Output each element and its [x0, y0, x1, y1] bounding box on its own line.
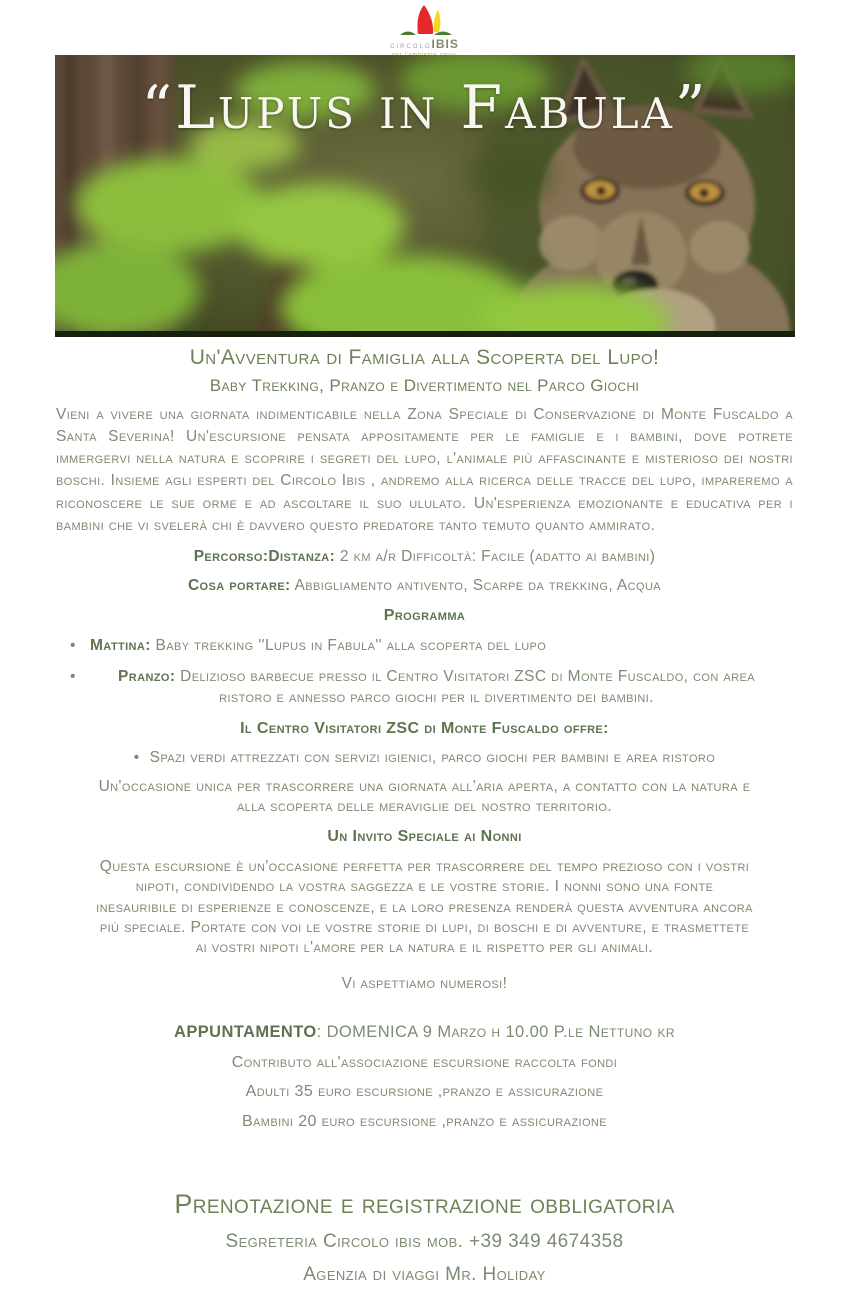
- bullet-icon: •: [70, 668, 76, 686]
- logo-text-circolo: circolo: [390, 40, 432, 50]
- spazi-text: Spazi verdi attrezzati con servizi igienici, parco giochi per bambini e area ristoro: [149, 748, 716, 766]
- bullet-icon: •: [70, 637, 76, 655]
- contributo-line: Contributo all'associazione escursione raccolta fondi: [231, 1053, 618, 1071]
- percorso-line: [96, 547, 753, 567]
- segreteria-phone-line: Segreteria Circolo ibis mob. +39 349 4674358: [225, 1230, 624, 1252]
- flyer-body: [0, 340, 849, 1297]
- pranzo-label: Pranzo:: [118, 668, 176, 686]
- programma-title: Programma: [383, 607, 466, 625]
- circolo-ibis-logo-icon: [390, 4, 460, 38]
- cosa-portare-line: [96, 576, 753, 596]
- list-item-mattina: [56, 636, 793, 657]
- percorso-label: Percorso:Distanza:: [193, 547, 336, 565]
- occasione-paragraph: Un'occasione unica per trascorrere una giornata all'aria aperta, a contatto con la natura e alla scoperta delle meraviglie del nostro territorio.: [98, 777, 751, 816]
- sub-heading: Baby Trekking, Pranzo e Divertimento nel Parco Giochi: [209, 376, 640, 395]
- adulti-price-line: Adulti 35 euro escursione ,pranzo e assicurazione: [245, 1083, 604, 1101]
- appointment-line: [96, 1022, 753, 1043]
- logo: [0, 0, 849, 58]
- closing-line: Vi aspettiamo numerosi!: [341, 974, 508, 992]
- percorso-value: 2 km a/r Difficoltà: Facile (adatto ai bambini): [335, 547, 656, 565]
- intro-paragraph: Vieni a vivere una giornata indimenticabile nella Zona Speciale di Conservazione di Monte Fuscaldo a Santa Severina! Un'escursione pensata appositamente per le famiglie e i bambini, dove potrete immergervi nella natura e scoprire i segreti del lupo, l'animale più affascinante e misterioso dei nostri boschi. Insieme agli esperti del Circolo Ibis , andremo alla ricerca delle tracce del lupo, impareremo a riconoscere le sue orme e ad ascoltare il suo ululato. Un'esperienza emozionante e educativa per i bambini che vi svelerà chi è davvero questo predatore tanto temuto quanto ammirato.: [56, 406, 793, 534]
- centro-title: Il Centro Visitatori ZSC di Monte Fuscaldo offre:: [240, 719, 609, 737]
- cosa-portare-value: Abbigliamento antivento, Scarpe da trekking, Acqua: [290, 577, 662, 595]
- mattina-text: Baby trekking ''Lupus in Fabula'' alla scoperta del lupo: [150, 637, 547, 655]
- logo-text-ibis: IBIS: [431, 37, 459, 51]
- bullet-icon: •: [133, 748, 140, 766]
- main-heading: Un'Avventura di Famiglia alla Scoperta del Lupo!: [189, 346, 660, 369]
- hero-title: “Lupus in Fabula”: [141, 73, 709, 143]
- booking-heading: Prenotazione e registrazione obbligatoria: [174, 1188, 675, 1219]
- programma-list: [56, 636, 793, 709]
- agenzia-line: Agenzia di viaggi Mr. Holiday: [303, 1263, 546, 1285]
- list-item-pranzo: [56, 667, 793, 709]
- bambini-price-line: Bambini 20 euro escursione ,pranzo e assicurazione: [241, 1113, 608, 1131]
- logo-wordmark: [0, 36, 849, 52]
- footer: [56, 1189, 793, 1286]
- nonni-title: Un Invito Speciale ai Nonni: [327, 828, 522, 846]
- cosa-portare-label: Cosa portare:: [187, 577, 291, 595]
- list-item-spazi: [56, 749, 793, 767]
- mattina-label: Mattina:: [90, 637, 151, 655]
- appointment-label: APPUNTAMENTO: [174, 1023, 317, 1042]
- nonni-paragraph: Questa escursione è un'occasione perfetta per trascorrere del tempo prezioso con i vostri nipoti, condividendo la vostra saggezza e le vostre storie. I nonni sono una fonte inesauribile di esperienze e conoscenze, e la loro presenza renderà questa avventura ancora più speciale. Portate con voi le vostre storie di lupi, di boschi e di avventure, e trasmettete ai vostri nipoti l'amore per la natura e il rispetto per gli animali.: [96, 858, 753, 956]
- pranzo-text: Delizioso barbecue presso il Centro Visitatori ZSC di Monte Fuscaldo, con area ristoro e annesso parco giochi per il divertimento dei bambini.: [175, 668, 755, 707]
- hero-photo: [55, 55, 795, 337]
- appointment-value: : DOMENICA 9 Marzo h 10.00 P.le Nettuno kr: [316, 1023, 675, 1042]
